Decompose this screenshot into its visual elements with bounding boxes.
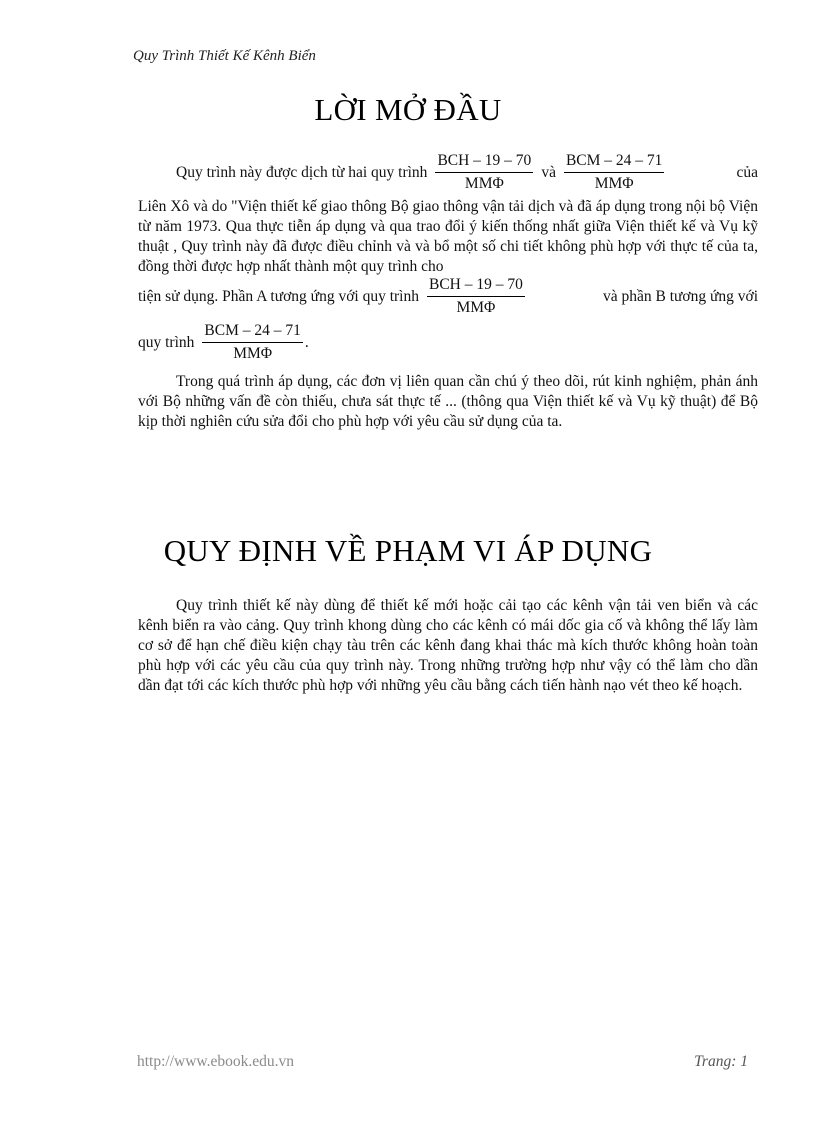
preface-line-1: [138, 152, 758, 193]
fraction-denominator: MMΦ: [464, 175, 504, 192]
fraction-numerator: BCH – 19 – 70: [427, 276, 525, 297]
preface-line-1-lead: Quy trình này được dịch từ hai quy trình: [176, 163, 428, 181]
fraction-bch-19-70: [435, 152, 533, 193]
fraction-numerator: BCH – 19 – 70: [435, 152, 533, 173]
fraction-numerator: BCM – 24 – 71: [564, 152, 664, 173]
preface-line-1-connector: và: [541, 163, 556, 181]
fraction-bcm-24-71: [564, 152, 664, 193]
section-heading-scope: QUY ĐỊNH VỀ PHẠM VI ÁP DỤNG: [163, 533, 653, 568]
footer-page-number: Trang: 1: [694, 1053, 748, 1070]
preface-line-1-tail: của: [736, 163, 758, 181]
preface-line-2: [138, 276, 758, 317]
footer-url: http://www.ebook.edu.vn: [137, 1053, 294, 1070]
preface-paragraph-2: Trong quá trình áp dụng, các đơn vị liên quan cần chú ý theo dõi, rút kinh nghiệm, phản ánh với Bộ những vấn đề còn thiếu, chưa sát thực tế ... (thông qua Viện thiết kế và Vụ kỹ thuật) để Bộ kịp thời nghiên cứu sửa đổi cho phù hợp với yêu cầu sử dụng của ta.: [138, 373, 758, 430]
fraction-denominator: MMΦ: [456, 299, 496, 316]
preface-body: Liên Xô và do "Viện thiết kế giao thông Bộ giao thông vận tải dịch và đã áp dụng trong nội bộ Viện từ năm 1973. Qua thực tiễn áp dụng và qua trao đổi ý kiến thống nhất giữa Viện thiết kế và Vụ kỹ thuật , Quy trình này đã được điều chỉnh và và bổ một số chi tiết không phù hợp với thực tế của ta, đồng thời được hợp nhất thành một quy trình cho: [138, 198, 758, 275]
preface-line-2-lead: tiện sử dụng. Phần A tương ứng với quy trình: [138, 287, 419, 305]
fraction-bch-19-70: [427, 276, 525, 317]
section-heading-preface: LỜI MỞ ĐẦU: [314, 92, 502, 127]
fraction-denominator: MMΦ: [594, 175, 634, 192]
preface-line-3: [138, 322, 758, 363]
scope-paragraph: Quy trình thiết kế này dùng để thiết kế mới hoặc cải tạo các kênh vận tải ven biển và các kênh biển ra vào cảng. Quy trình khong dùng cho các kênh có mái dốc gia cố và không thể lấy làm cơ sở để hạn chế điều kiện chạy tàu trên các kênh đang khai thác mà kích thước không hoàn toàn phù hợp với các yêu cầu của quy trình này. Trong những trường hợp như vậy có thể làm cho dần dần đạt tới các kích thước phù hợp với những yêu cầu bằng cách tiến hành nạo vét theo kế hoạch.: [138, 597, 758, 694]
preface-line-3-tail: .: [304, 333, 309, 351]
fraction-bcm-24-71: [202, 322, 302, 363]
preface-line-2-tail: và phần B tương ứng với: [602, 287, 758, 305]
preface-line-3-lead: quy trình: [138, 333, 195, 351]
fraction-denominator: MMΦ: [233, 345, 273, 362]
fraction-numerator: BCM – 24 – 71: [202, 322, 302, 343]
running-header: Quy Trình Thiết Kế Kênh Biển: [133, 48, 316, 64]
